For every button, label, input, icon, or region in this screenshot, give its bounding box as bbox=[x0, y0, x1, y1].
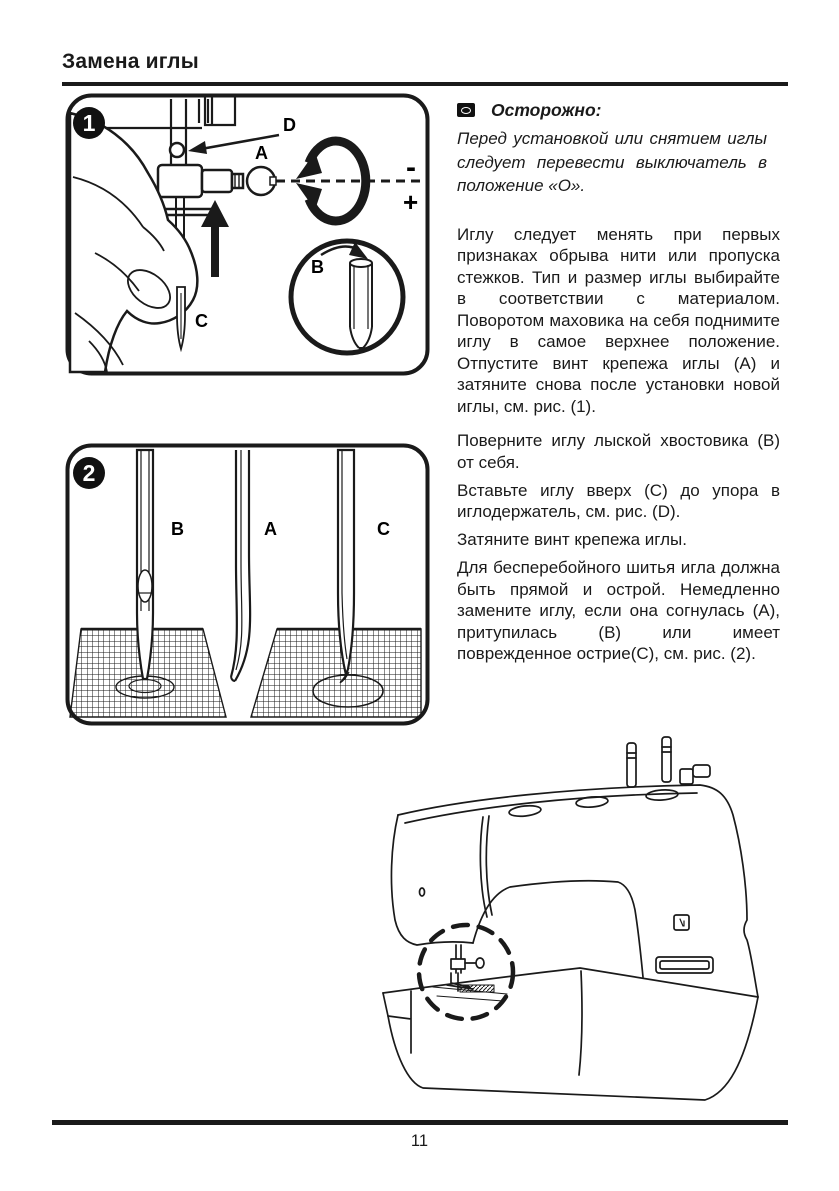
figure1-label-a: A bbox=[255, 143, 268, 163]
paragraph-replace-needle: Для бесперебойного шитья игла должна быть прямой и острой. Немедленно замените иглу, если она согнулась (А), притупилась (В) или имеет поврежденное острие(С), см. рис. (2). bbox=[457, 558, 780, 663]
warning-header bbox=[457, 99, 780, 121]
figure2-label-b: B bbox=[171, 519, 184, 539]
needle-shank-inset bbox=[291, 241, 403, 353]
svg-text:2: 2 bbox=[82, 460, 96, 486]
figure1-label-b: B bbox=[311, 257, 324, 277]
needle-blunt bbox=[137, 450, 153, 679]
page-number: 11 bbox=[410, 1132, 429, 1150]
needle-area bbox=[433, 945, 507, 1001]
figure2-label-c: C bbox=[377, 519, 390, 539]
loosen-minus-label: - bbox=[406, 151, 416, 184]
needle-damaged-point bbox=[338, 450, 354, 683]
needle-area-highlight-circle bbox=[419, 925, 513, 1019]
paragraph-insert-needle: Вставьте иглу вверх (С) до упора в иглодержатель, см. рис. (D). bbox=[457, 480, 780, 521]
title-divider bbox=[62, 82, 788, 86]
paragraph-needle-change: Иглу следует менять при первых признаках обрыва нити или пропуска стежков. Тип и размер иглы выбирайте в соответствии с материалом. Поворотом маховика на себя поднимите иглу в самое верхнее положение. Отпустите винт крепежа иглы (А) и затяните снова после установки новой иглы, см. рис. (1). bbox=[457, 224, 780, 416]
needle-tip bbox=[177, 287, 185, 349]
warning-text: Перед установкой или снятием иглы следует перевести выключатель в положение «О». bbox=[457, 129, 767, 195]
footer-divider bbox=[52, 1120, 788, 1125]
page-title: Замена иглы bbox=[62, 50, 199, 73]
spool-pins bbox=[627, 737, 710, 787]
figure-1-needle-replacement bbox=[65, 93, 430, 376]
figure-2-damaged-needles bbox=[65, 443, 430, 726]
paragraph-turn-needle: Поверните иглу лыской хвостовика (В) от себя. bbox=[457, 431, 780, 472]
sewing-machine-figure bbox=[375, 735, 795, 1110]
figure1-label-c: C bbox=[195, 311, 208, 331]
tighten-plus-label: + bbox=[403, 187, 419, 217]
figure2-label-a: A bbox=[264, 519, 277, 539]
svg-text:1: 1 bbox=[82, 110, 96, 136]
instruction-text-column bbox=[457, 99, 780, 665]
figure-1-drawing bbox=[65, 93, 430, 376]
needle-holder-hole bbox=[170, 143, 184, 157]
paragraph-tighten-screw: Затяните винт крепежа иглы. bbox=[457, 530, 687, 549]
warning-label: Осторожно: bbox=[491, 99, 602, 120]
fabric-bump bbox=[313, 675, 383, 707]
figure1-label-d: D bbox=[283, 115, 296, 135]
speed-slider bbox=[656, 957, 713, 973]
figure-2-drawing bbox=[65, 443, 430, 726]
caution-eye-icon bbox=[457, 103, 475, 117]
sewing-machine-drawing bbox=[375, 735, 795, 1110]
